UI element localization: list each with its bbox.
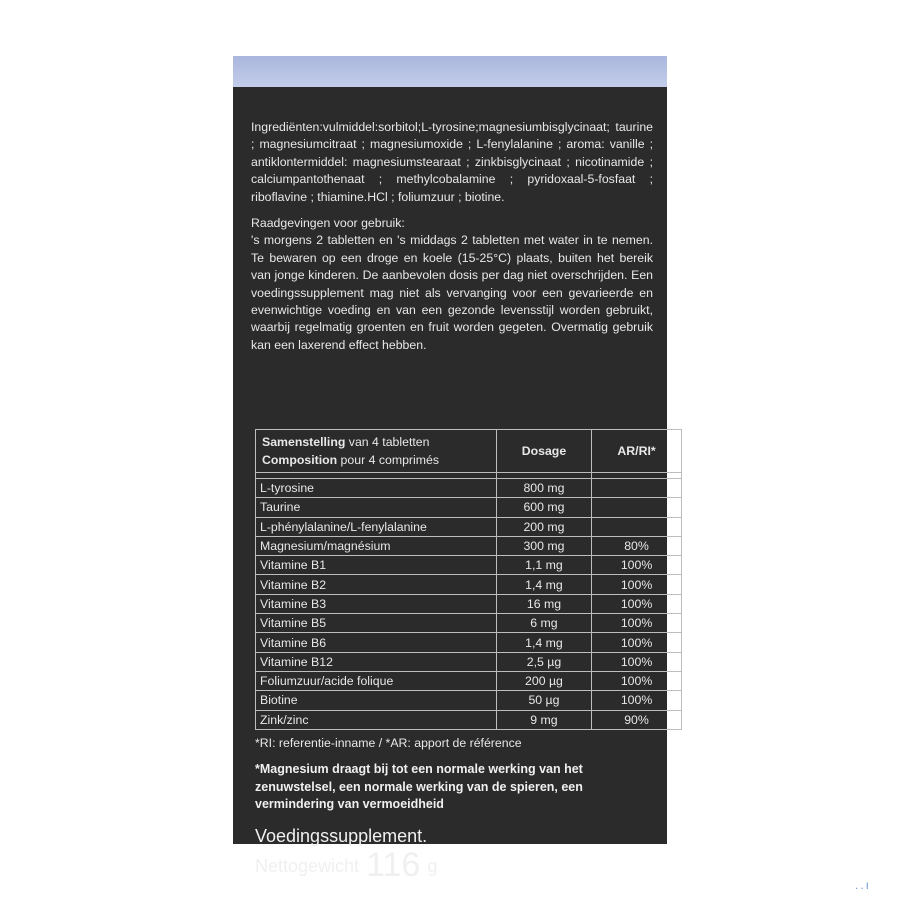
composition-table [255, 429, 682, 730]
ingredient-ri: 100% [592, 614, 682, 633]
ingredient-ri: 100% [592, 633, 682, 652]
ingredient-ri: 100% [592, 594, 682, 613]
ingredient-name: Magnesium/magnésium [256, 536, 497, 555]
ingredient-dose: 1,4 mg [496, 633, 591, 652]
net-weight [255, 846, 437, 885]
magnesium-claim: *Magnesium draagt bij tot een normale werking van het zenuwstelsel, een normale werking van de spieren, een vermindering van vermoeidheid [255, 762, 583, 812]
composition-table-body [256, 479, 682, 730]
ingredient-ri: 90% [592, 710, 682, 729]
ingredient-ri: 80% [592, 536, 682, 555]
table-row [256, 479, 682, 498]
ingredient-dose: 600 mg [496, 498, 591, 517]
ingredient-name: Vitamine B5 [256, 614, 497, 633]
ingredient-ri [592, 498, 682, 517]
product-label-panel [233, 56, 667, 884]
ingredient-name: Vitamine B2 [256, 575, 497, 594]
ingredient-ri: 100% [592, 556, 682, 575]
ri-header: AR/RI* [592, 430, 682, 473]
ingredient-name: Taurine [256, 498, 497, 517]
composition-header-nl-bold: Samenstelling [262, 435, 346, 449]
ingredient-dose: 1,4 mg [496, 575, 591, 594]
net-weight-label: Nettogewicht [255, 856, 360, 876]
ingredient-name: Foliumzuur/acide folique [256, 671, 497, 690]
ingredient-ri: 100% [592, 652, 682, 671]
ingredient-dose: 200 µg [496, 671, 591, 690]
table-row [256, 614, 682, 633]
ingredient-ri: 100% [592, 575, 682, 594]
ingredient-ri [592, 479, 682, 498]
ingredient-name: L-phénylalanine/L-fenylalanine [256, 517, 497, 536]
net-weight-value: 116 [366, 846, 421, 884]
ingredient-dose: 50 µg [496, 691, 591, 710]
advice-text: 's morgens 2 tabletten en 's middags 2 tabletten met water in te nemen. Te bewaren op een droge en koele (15-25°C) plaats, buiten het bereik van jonge kinderen. De aanbevolen dosis per dag niet overschrijden. Een voedingssupplement mag niet als vervanging voor een gevarieerde en evenwichtige voeding en van een gezonde levensstijl worden gebruikt, waarbij regelmatig groenten en fruit worden gegeten. Overmatig gebruik kan een laxerend effect hebben. [251, 233, 653, 352]
ingredient-name: Vitamine B6 [256, 633, 497, 652]
ingredients-text: Ingrediënten:vulmiddel:sorbitol;L-tyrosine;magnesiumbisglycinaat; taurine ; magnesiumcitraat ; magnesiumoxide ; L-fenylalanine ; aroma: vanille ; antiklontermiddel: magnesiumstearaat ; zinkbisglycinaat ; nicotinamide ; calciumpantothenaat ; methylcobalamine ; pyridoxaal-5-fosfaat ; riboflavine ; thiamine.HCl ; foliumzuur ; biotine. [251, 120, 653, 204]
composition-header-fr: pour 4 comprimés [337, 453, 439, 467]
corner-mark: ..ı [855, 878, 872, 892]
ingredient-ri: 100% [592, 691, 682, 710]
dosage-header: Dosage [496, 430, 591, 473]
ingredient-dose: 1,1 mg [496, 556, 591, 575]
table-row [256, 556, 682, 575]
table-row [256, 594, 682, 613]
composition-header-cell [256, 430, 497, 473]
ingredient-dose: 6 mg [496, 614, 591, 633]
ingredient-name: Biotine [256, 691, 497, 710]
table-row [256, 517, 682, 536]
table-row [256, 710, 682, 729]
table-row [256, 671, 682, 690]
ingredient-dose: 16 mg [496, 594, 591, 613]
ingredient-ri [592, 517, 682, 536]
ri-footnote: *RI: referentie-inname / *AR: apport de référence [255, 736, 522, 750]
composition-header-nl: van 4 tabletten [345, 435, 430, 449]
ingredient-dose: 300 mg [496, 536, 591, 555]
advice-title: Raadgevingen voor gebruik: [251, 216, 405, 231]
ingredient-name: Vitamine B12 [256, 652, 497, 671]
table-row [256, 633, 682, 652]
ingredient-name: L-tyrosine [256, 479, 497, 498]
ingredient-dose: 200 mg [496, 517, 591, 536]
composition-header-fr-bold: Composition [262, 453, 338, 467]
ingredient-dose: 2,5 µg [496, 652, 591, 671]
ingredient-dose: 800 mg [496, 479, 591, 498]
ingredient-dose: 9 mg [496, 710, 591, 729]
ingredient-name: Vitamine B3 [256, 594, 497, 613]
table-row [256, 691, 682, 710]
net-weight-unit: g [427, 856, 438, 876]
supplement-label: Voedingssupplement. [255, 826, 428, 846]
top-color-band [233, 56, 667, 87]
ingredient-name: Vitamine B1 [256, 556, 497, 575]
table-row [256, 498, 682, 517]
table-row [256, 575, 682, 594]
ingredient-name: Zink/zinc [256, 710, 497, 729]
ingredient-ri: 100% [592, 671, 682, 690]
table-row [256, 536, 682, 555]
composition-table-header [256, 430, 682, 473]
table-row [256, 652, 682, 671]
label-text-block [251, 119, 653, 354]
